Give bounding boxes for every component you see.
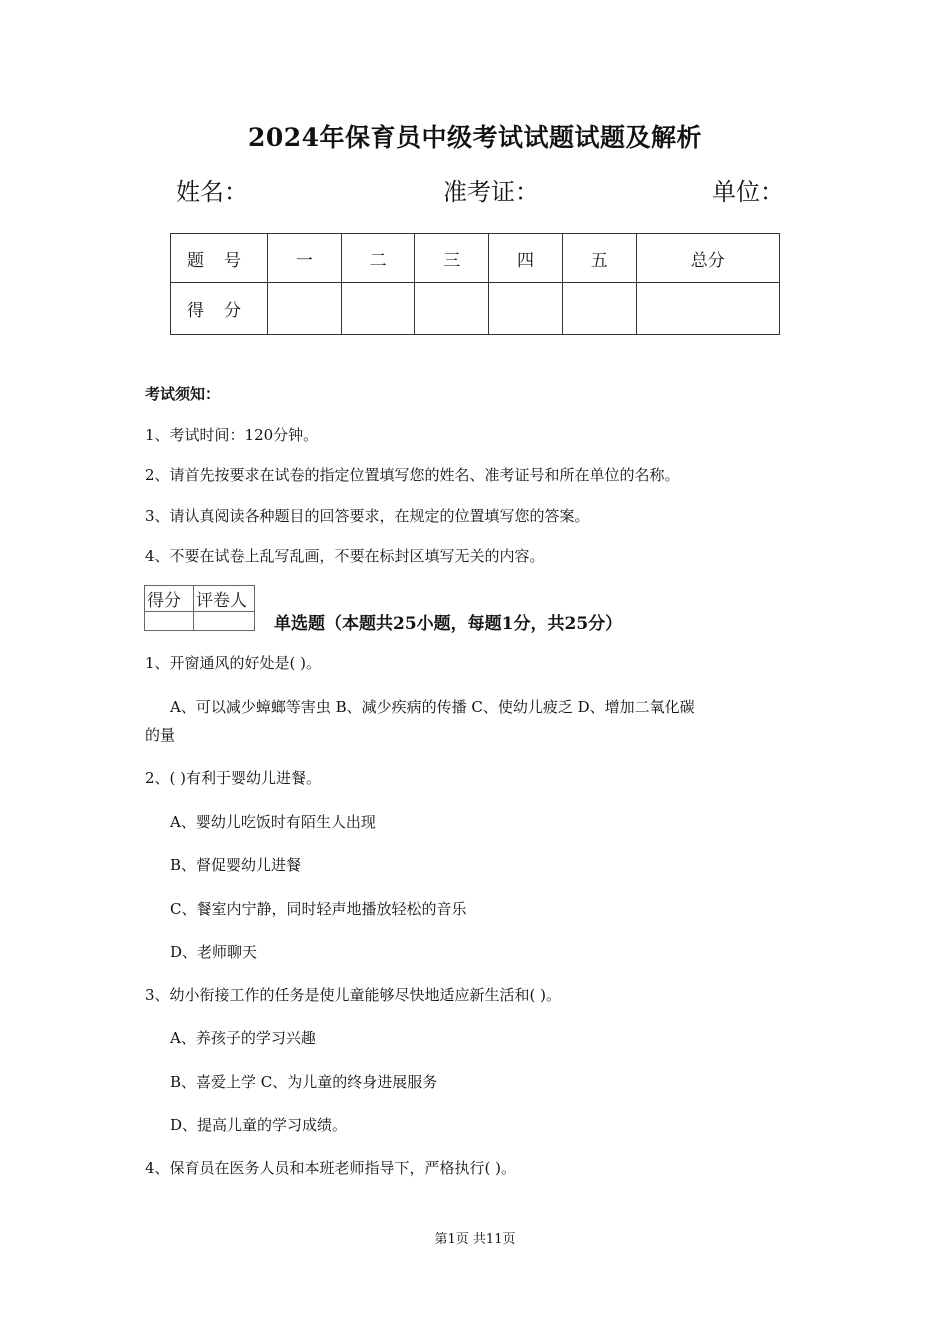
score-table-cell: 三	[415, 234, 489, 283]
score-entry-cell[interactable]	[636, 283, 779, 335]
question-3-option-d: D、提高儿童的学习成绩。	[170, 1116, 348, 1134]
question-1: 1、开窗通风的好处是( )。	[145, 654, 322, 672]
question-2: 2、( )有利于婴幼儿进餐。	[145, 769, 322, 787]
notice-item: 3、请认真阅读各种题目的回答要求，在规定的位置填写您的答案。	[145, 507, 590, 525]
page-title: 2024年保育员中级考试试题试题及解析	[247, 123, 703, 152]
score-entry-cell[interactable]	[341, 283, 415, 335]
question-2-option-a: A、婴幼儿吃饭时有陌生人出现	[170, 813, 376, 831]
section-heading: 单选题（本题共25小题，每题1分，共25分）	[274, 614, 623, 634]
score-table-cell: 一	[268, 234, 342, 283]
name-label: 姓名：	[176, 178, 248, 206]
score-table-header-row	[171, 234, 780, 283]
score-entry-cell[interactable]	[268, 283, 342, 335]
score-table-score-row	[171, 283, 780, 335]
question-1-options: A、可以减少蟑螂等害虫 B、减少疾病的传播 C、使幼儿疲乏 D、增加二氧化碳	[170, 698, 695, 716]
question-3: 3、幼小衔接工作的任务是使儿童能够尽快地适应新生活和( )。	[145, 986, 562, 1004]
question-3-option-a: A、养孩子的学习兴趣	[170, 1029, 316, 1047]
notice-item: 4、不要在试卷上乱写乱画，不要在标封区填写无关的内容。	[145, 547, 545, 565]
grader-box	[144, 585, 255, 631]
score-table-cell: 得分	[171, 283, 268, 335]
score-table-cell: 二	[341, 234, 415, 283]
score-table-cell: 题号	[171, 234, 268, 283]
score-table-cell: 总分	[636, 234, 779, 283]
question-2-option-c: C、餐室内宁静，同时轻声地播放轻松的音乐	[170, 900, 467, 918]
grader-reviewer-cell[interactable]	[194, 612, 255, 631]
score-entry-cell[interactable]	[489, 283, 563, 335]
notice-item: 1、考试时间：120分钟。	[145, 426, 319, 444]
question-3-option-bc: B、喜爱上学 C、为儿童的终身进展服务	[170, 1073, 438, 1091]
grader-score-label: 得分	[145, 586, 194, 612]
question-4: 4、保育员在医务人员和本班老师指导下，严格执行( )。	[145, 1159, 517, 1177]
question-1-options-cont: 的量	[145, 726, 176, 744]
grader-score-cell[interactable]	[145, 612, 194, 631]
notice-item: 2、请首先按要求在试卷的指定位置填写您的姓名、准考证号和所在单位的名称。	[145, 466, 680, 484]
grader-reviewer-label: 评卷人	[194, 586, 255, 612]
score-table	[170, 233, 780, 335]
score-entry-cell[interactable]	[415, 283, 489, 335]
unit-label: 单位：	[712, 178, 784, 206]
exam-id-label: 准考证：	[443, 178, 539, 206]
question-2-option-d: D、老师聊天	[170, 943, 258, 961]
score-table-cell: 四	[489, 234, 563, 283]
score-entry-cell[interactable]	[562, 283, 636, 335]
score-table-cell: 五	[562, 234, 636, 283]
question-2-option-b: B、督促婴幼儿进餐	[170, 856, 302, 874]
page-footer: 第1页 共11页	[434, 1232, 516, 1247]
notice-title: 考试须知：	[145, 385, 221, 403]
